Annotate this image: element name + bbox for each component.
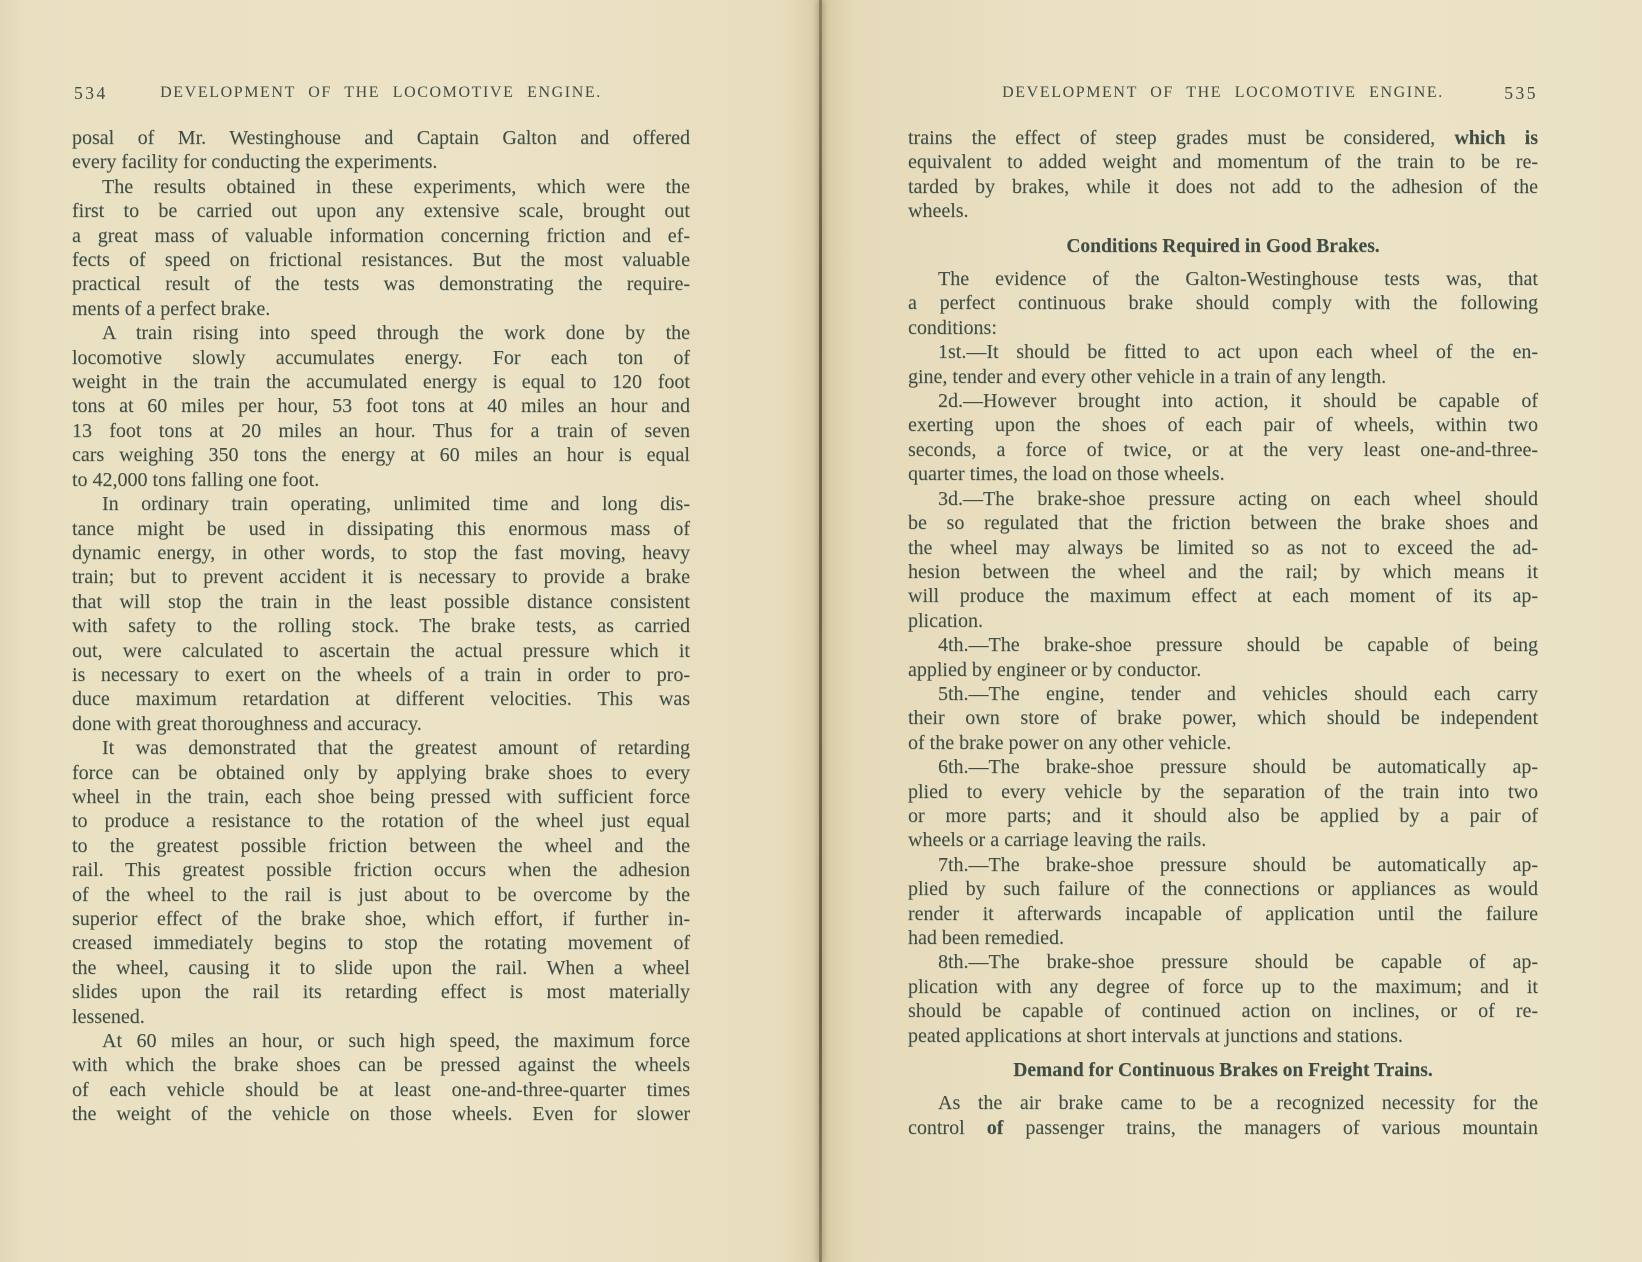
text-line: As the air brake came to be a recognized necessity for the <box>938 1092 1538 1115</box>
paragraph <box>908 389 1538 487</box>
text-line: 4th.—The brake-shoe pressure should be capable of being <box>938 634 1538 657</box>
text-line: 3d.—The brake-shoe pressure acting on each wheel should <box>938 487 1538 510</box>
text-line: the weight of the vehicle on those wheels. Even for slower <box>72 1103 690 1126</box>
text-line: every facility for conducting the experiments. <box>72 151 438 174</box>
text-line: with which the brake shoes can be pressed against the wheels <box>72 1054 690 1077</box>
paragraph <box>908 267 1538 340</box>
section-heading: Conditions Required in Good Brakes. <box>1066 235 1380 257</box>
text-line: of the wheel to the rail is just about to be overcome by the <box>72 883 690 906</box>
text-line: 13 foot tons at 20 miles an hour. Thus for a train of seven <box>72 419 690 442</box>
text-line: In ordinary train operating, unlimited time and long dis- <box>102 493 690 516</box>
text-line: render it afterwards incapable of application until the failure <box>908 902 1538 925</box>
text-line: 2d.—However brought into action, it should be capable of <box>938 390 1538 413</box>
text-line: to the greatest possible friction between the wheel and the <box>72 834 690 857</box>
text-line: train; but to prevent accident it is necessary to provide a brake <box>72 566 690 589</box>
paragraph <box>72 492 690 736</box>
text-line: the wheel, causing it to slide upon the rail. When a wheel <box>72 956 690 979</box>
text-line: to produce a resistance to the rotation of the wheel just equal <box>72 810 690 833</box>
text-line: will produce the maximum effect at each moment of its ap- <box>908 585 1538 608</box>
text-line: of each vehicle should be at least one-and-three-quarter times <box>72 1078 690 1101</box>
paragraph <box>908 853 1538 951</box>
book-gutter <box>819 0 822 1262</box>
text-line: be so regulated that the friction between the brake shoes and <box>908 512 1538 535</box>
left-page-body <box>72 126 690 1127</box>
paragraph <box>908 340 1538 389</box>
paragraph <box>908 1091 1538 1140</box>
right-page-body <box>908 126 1538 1140</box>
text-line: quarter times, the load on those wheels. <box>908 463 1225 486</box>
text-line: superior effect of the brake shoe, which effort, if further in- <box>72 908 690 930</box>
text-line: duce maximum retardation at different velocities. This was <box>72 688 690 711</box>
text-line: plied to every vehicle by the separation of the train into two <box>908 780 1538 803</box>
section-heading: Demand for Continuous Brakes on Freight Trains. <box>1013 1060 1433 1082</box>
paragraph <box>72 736 690 1029</box>
text-line: 7th.—The brake-shoe pressure should be automatically ap- <box>938 853 1538 876</box>
text-line: lessened. <box>72 1005 145 1028</box>
text-line: 1st.—It should be fitted to act upon each wheel of the en- <box>938 341 1538 364</box>
running-title: DEVELOPMENT OF THE LOCOMOTIVE ENGINE. <box>160 84 602 101</box>
paragraph <box>908 633 1538 682</box>
text-line: peated applications at short intervals at junctions and stations. <box>908 1024 1403 1047</box>
text-line: plied by such failure of the connections or appliances as would <box>908 878 1538 901</box>
text-line: equivalent to added weight and momentum of the train to be re- <box>908 151 1538 174</box>
page-number: 534 <box>74 83 108 103</box>
text-line: practical result of the tests was demonstrating the require- <box>72 273 690 296</box>
paragraph <box>72 175 690 321</box>
text-line: tance might be used in dissipating this enormous mass of <box>72 517 690 540</box>
text-line: It was demonstrated that the greatest amount of retarding <box>102 737 690 760</box>
text-line: done with great thoroughness and accuracy. <box>72 712 422 735</box>
text-line: At 60 miles an hour, or such high speed, the maximum force <box>102 1030 690 1053</box>
text-line: plication. <box>908 609 983 632</box>
paragraph <box>908 950 1538 1048</box>
text-line: 8th.—The brake-shoe pressure should be capable of ap- <box>938 951 1538 974</box>
text-line: dynamic energy, in other words, to stop the fast moving, heavy <box>72 541 690 564</box>
text-line: conditions: <box>908 316 997 339</box>
text-line: posal of Mr. Westinghouse and Captain Galton and offered <box>72 127 690 149</box>
text-line: weight in the train the accumulated energy is equal to 120 foot <box>72 371 690 394</box>
text-line: is necessary to exert on the wheels of a train in order to pro- <box>72 663 690 686</box>
text-line: wheel in the train, each shoe being pressed with sufficient force <box>72 785 690 808</box>
paragraph <box>72 126 690 175</box>
text-line: the wheel may always be limited so as not to exceed the ad- <box>908 536 1538 559</box>
paragraph <box>908 126 1538 224</box>
paragraph <box>908 755 1538 853</box>
text-line: hesion between the wheel and the rail; by which means it <box>908 560 1538 583</box>
paragraph <box>72 321 690 492</box>
right-page-header <box>908 84 1538 110</box>
text-line: creased immediately begins to stop the rotating movement of <box>72 932 690 955</box>
text-line: trains the effect of steep grades must be considered, which is <box>908 127 1538 149</box>
text-line: of the brake power on any other vehicle. <box>908 731 1232 754</box>
text-line: their own store of brake power, which should be independent <box>908 707 1538 730</box>
text-line: gine, tender and every other vehicle in a train of any length. <box>908 365 1387 388</box>
paragraph <box>908 487 1538 633</box>
text-line: force can be obtained only by applying brake shoes to every <box>72 761 690 784</box>
text-line: first to be carried out upon any extensive scale, brought out <box>72 200 690 223</box>
text-line: cars weighing 350 tons the energy at 60 miles an hour is equal <box>72 444 690 467</box>
text-line: fects of speed on frictional resistances. But the most valuable <box>72 249 690 272</box>
text-line: seconds, a force of twice, or at the very least one-and-three- <box>908 438 1538 461</box>
text-line: or more parts; and it should also be applied by a pair of <box>908 804 1538 827</box>
text-line: locomotive slowly accumulates energy. For each ton of <box>72 346 690 369</box>
text-line: tons at 60 miles per hour, 53 foot tons at 40 miles an hour and <box>72 395 690 418</box>
text-line: 6th.—The brake-shoe pressure should be automatically ap- <box>938 756 1538 779</box>
text-line: exerting upon the shoes of each pair of wheels, within two <box>908 414 1538 437</box>
text-line: The evidence of the Galton-Westinghouse tests was, that <box>938 268 1538 291</box>
text-line: to 42,000 tons falling one foot. <box>72 468 320 491</box>
text-line: had been remedied. <box>908 927 1065 949</box>
left-page-header <box>72 84 690 110</box>
text-line: a great mass of valuable information concerning friction and ef- <box>72 224 690 247</box>
text-line: 5th.—The engine, tender and vehicles should each carry <box>938 682 1538 705</box>
text-line: slides upon the rail its retarding effect is most materially <box>72 981 690 1004</box>
text-line: a perfect continuous brake should comply with the following <box>908 292 1538 315</box>
text-line: wheels or a carriage leaving the rails. <box>908 829 1207 852</box>
text-line: with safety to the rolling stock. The brake tests, as carried <box>72 615 690 638</box>
text-line: wheels. <box>908 200 969 223</box>
text-line: The results obtained in these experiments, which were the <box>102 175 690 198</box>
paragraph <box>908 682 1538 755</box>
text-line: that will stop the train in the least possible distance consistent <box>72 590 690 613</box>
text-line: ments of a perfect brake. <box>72 297 271 320</box>
text-line: tarded by brakes, while it does not add to the adhesion of the <box>908 175 1538 198</box>
text-line: should be capable of continued action on inclines, or of re- <box>908 1000 1538 1023</box>
running-title: DEVELOPMENT OF THE LOCOMOTIVE ENGINE. <box>1002 84 1444 101</box>
text-line: applied by engineer or by conductor. <box>908 658 1202 681</box>
text-line: control of passenger trains, the managers of various mountain <box>908 1116 1538 1139</box>
text-line: rail. This greatest possible friction occurs when the adhesion <box>72 859 690 882</box>
right-page <box>822 0 1642 1262</box>
text-line: A train rising into speed through the work done by the <box>102 322 690 345</box>
text-line: plication with any degree of force up to the maximum; and it <box>908 975 1538 998</box>
text-line: out, were calculated to ascertain the actual pressure which it <box>72 639 690 662</box>
paragraph <box>72 1029 690 1127</box>
page-number: 535 <box>1504 83 1538 103</box>
